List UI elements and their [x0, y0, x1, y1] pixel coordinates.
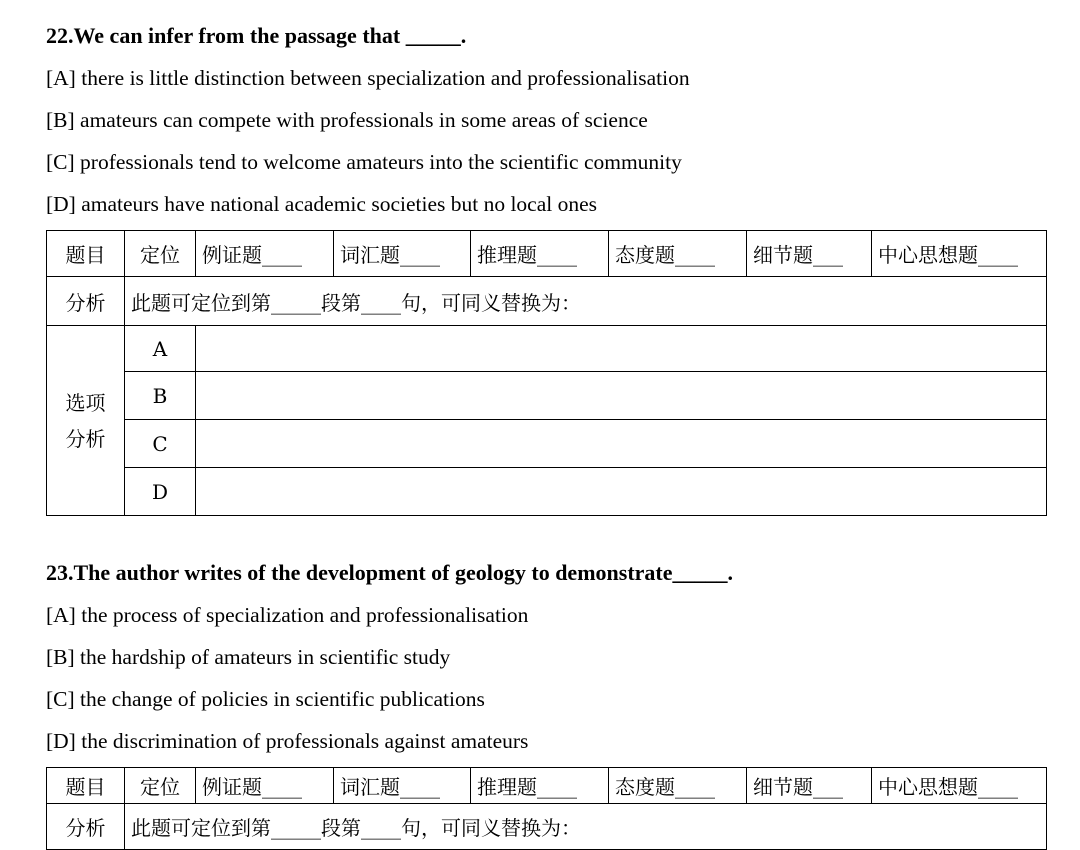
question-22-title: 22.We can infer from the passage that _____.: [46, 23, 467, 48]
q23-analysis-table: [46, 767, 1047, 850]
q23-option-a: [A] the process of specialization and professionalisation: [46, 603, 529, 627]
options-label-line2: 分析: [65, 426, 106, 451]
header-label: 题目: [47, 768, 125, 804]
q22-analysis-table: [46, 230, 1047, 516]
type-detail: 细节题___: [747, 768, 872, 804]
options-label-line1: 选项: [65, 390, 106, 415]
option-b-answer-cell[interactable]: [196, 372, 1047, 420]
analysis-label: 分析: [47, 804, 125, 850]
option-d-answer-cell[interactable]: [196, 468, 1047, 516]
type-main-idea: 中心思想题____: [872, 231, 1047, 277]
type-locate: 定位: [125, 231, 196, 277]
type-attitude: 态度题____: [609, 231, 747, 277]
type-example: 例证题____: [196, 768, 334, 804]
type-inference: 推理题____: [471, 231, 609, 277]
type-vocab: 词汇题____: [334, 768, 471, 804]
type-locate: 定位: [125, 768, 196, 804]
q22-option-c: [C] professionals tend to welcome amateurs into the scientific community: [46, 150, 682, 174]
option-letter-c: C: [125, 420, 196, 468]
option-letter-a: A: [125, 326, 196, 372]
type-vocab: 词汇题____: [334, 231, 471, 277]
option-letter-d: D: [125, 468, 196, 516]
type-attitude: 态度题____: [609, 768, 747, 804]
q23-option-d: [D] the discrimination of professionals against amateurs: [46, 729, 529, 753]
q22-option-a: [A] there is little distinction between specialization and professionalisation: [46, 66, 690, 90]
type-example: 例证题____: [196, 231, 334, 277]
option-letter-b: B: [125, 372, 196, 420]
option-a-answer-cell[interactable]: [196, 326, 1047, 372]
locate-instruction: 此题可定位到第_____段第____句，可同义替换为：: [125, 277, 1047, 326]
q23-option-c: [C] the change of policies in scientific publications: [46, 687, 485, 711]
q22-option-d: [D] amateurs have national academic societies but no local ones: [46, 192, 598, 216]
analysis-label: 分析: [47, 277, 125, 326]
type-inference: 推理题____: [471, 768, 609, 804]
option-c-answer-cell[interactable]: [196, 420, 1047, 468]
options-analysis-label: [47, 326, 125, 516]
locate-instruction: 此题可定位到第_____段第____句，可同义替换为：: [125, 804, 1047, 850]
q22-option-b: [B] amateurs can compete with professionals in some areas of science: [46, 108, 648, 132]
q23-option-b: [B] the hardship of amateurs in scientific study: [46, 645, 451, 669]
type-detail: 细节题___: [747, 231, 872, 277]
question-23-title: 23.The author writes of the development of geology to demonstrate_____.: [46, 560, 734, 585]
type-main-idea: 中心思想题____: [872, 768, 1047, 804]
header-label: 题目: [47, 231, 125, 277]
